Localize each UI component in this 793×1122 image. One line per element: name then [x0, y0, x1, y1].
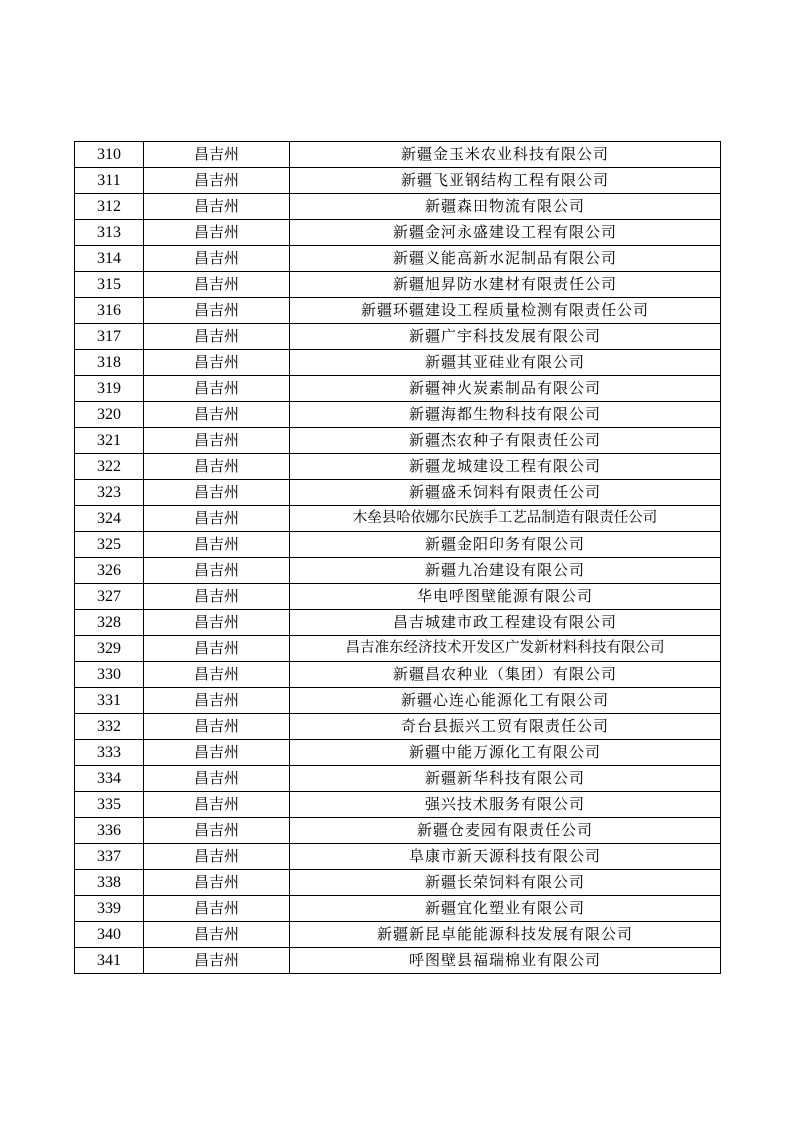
company-name-cell: 新疆杰农种子有限责任公司 — [290, 428, 721, 454]
region-cell: 昌吉州 — [144, 506, 290, 532]
company-name-cell: 新疆其亚硅业有限公司 — [290, 350, 721, 376]
row-number-cell: 326 — [75, 558, 144, 584]
row-number-cell: 335 — [75, 792, 144, 818]
table-row — [75, 194, 721, 220]
table-row — [75, 714, 721, 740]
region-cell: 昌吉州 — [144, 428, 290, 454]
region-cell: 昌吉州 — [144, 948, 290, 974]
company-name-cell: 强兴技术服务有限公司 — [290, 792, 721, 818]
company-name-cell: 新疆金阳印务有限公司 — [290, 532, 721, 558]
company-name-cell: 木垒县哈依娜尔民族手工艺品制造有限责任公司 — [290, 506, 721, 532]
table-row — [75, 324, 721, 350]
row-number-cell: 332 — [75, 714, 144, 740]
row-number-cell: 318 — [75, 350, 144, 376]
region-cell: 昌吉州 — [144, 896, 290, 922]
company-name-cell: 新疆金河永盛建设工程有限公司 — [290, 220, 721, 246]
table-row — [75, 532, 721, 558]
region-cell: 昌吉州 — [144, 584, 290, 610]
row-number-cell: 336 — [75, 818, 144, 844]
row-number-cell: 338 — [75, 870, 144, 896]
row-number-cell: 320 — [75, 402, 144, 428]
table-row — [75, 506, 721, 532]
row-number-cell: 312 — [75, 194, 144, 220]
row-number-cell: 313 — [75, 220, 144, 246]
table-row — [75, 584, 721, 610]
row-number-cell: 317 — [75, 324, 144, 350]
table-row — [75, 142, 721, 168]
company-list-table — [74, 141, 721, 974]
region-cell: 昌吉州 — [144, 220, 290, 246]
company-name-cell: 阜康市新天源科技有限公司 — [290, 844, 721, 870]
region-cell: 昌吉州 — [144, 610, 290, 636]
company-name-cell: 新疆仓麦园有限责任公司 — [290, 818, 721, 844]
row-number-cell: 311 — [75, 168, 144, 194]
row-number-cell: 333 — [75, 740, 144, 766]
region-cell: 昌吉州 — [144, 272, 290, 298]
row-number-cell: 314 — [75, 246, 144, 272]
company-name-cell: 新疆昌农种业（集团）有限公司 — [290, 662, 721, 688]
table-row — [75, 792, 721, 818]
table-row — [75, 766, 721, 792]
region-cell: 昌吉州 — [144, 142, 290, 168]
table-row — [75, 896, 721, 922]
region-cell: 昌吉州 — [144, 714, 290, 740]
row-number-cell: 322 — [75, 454, 144, 480]
table-row — [75, 870, 721, 896]
company-name-cell: 新疆森田物流有限公司 — [290, 194, 721, 220]
row-number-cell: 337 — [75, 844, 144, 870]
company-name-cell: 昌吉城建市政工程建设有限公司 — [290, 610, 721, 636]
region-cell: 昌吉州 — [144, 688, 290, 714]
company-name-cell: 新疆新华科技有限公司 — [290, 766, 721, 792]
table-row — [75, 350, 721, 376]
table-row — [75, 454, 721, 480]
company-name-cell: 新疆旭昇防水建材有限责任公司 — [290, 272, 721, 298]
row-number-cell: 331 — [75, 688, 144, 714]
table-row — [75, 480, 721, 506]
region-cell: 昌吉州 — [144, 636, 290, 662]
company-name-cell: 新疆环疆建设工程质量检测有限责任公司 — [290, 298, 721, 324]
row-number-cell: 339 — [75, 896, 144, 922]
company-name-cell: 新疆龙城建设工程有限公司 — [290, 454, 721, 480]
region-cell: 昌吉州 — [144, 792, 290, 818]
table-row — [75, 402, 721, 428]
row-number-cell: 327 — [75, 584, 144, 610]
region-cell: 昌吉州 — [144, 532, 290, 558]
region-cell: 昌吉州 — [144, 324, 290, 350]
table-row — [75, 220, 721, 246]
table-row — [75, 688, 721, 714]
region-cell: 昌吉州 — [144, 454, 290, 480]
region-cell: 昌吉州 — [144, 350, 290, 376]
company-name-cell: 新疆飞亚钢结构工程有限公司 — [290, 168, 721, 194]
region-cell: 昌吉州 — [144, 194, 290, 220]
table-row — [75, 246, 721, 272]
company-name-cell: 新疆中能万源化工有限公司 — [290, 740, 721, 766]
row-number-cell: 315 — [75, 272, 144, 298]
row-number-cell: 323 — [75, 480, 144, 506]
region-cell: 昌吉州 — [144, 870, 290, 896]
company-name-cell: 新疆义能高新水泥制品有限公司 — [290, 246, 721, 272]
region-cell: 昌吉州 — [144, 246, 290, 272]
table-row — [75, 168, 721, 194]
table-row — [75, 662, 721, 688]
row-number-cell: 319 — [75, 376, 144, 402]
company-name-cell: 新疆九冶建设有限公司 — [290, 558, 721, 584]
row-number-cell: 321 — [75, 428, 144, 454]
region-cell: 昌吉州 — [144, 844, 290, 870]
company-name-cell: 新疆心连心能源化工有限公司 — [290, 688, 721, 714]
row-number-cell: 329 — [75, 636, 144, 662]
row-number-cell: 325 — [75, 532, 144, 558]
table-row — [75, 818, 721, 844]
company-name-cell: 新疆金玉米农业科技有限公司 — [290, 142, 721, 168]
row-number-cell: 340 — [75, 922, 144, 948]
table-row — [75, 376, 721, 402]
row-number-cell: 330 — [75, 662, 144, 688]
region-cell: 昌吉州 — [144, 402, 290, 428]
table-row — [75, 922, 721, 948]
company-name-cell: 新疆神火炭素制品有限公司 — [290, 376, 721, 402]
company-name-cell: 呼图壁县福瑞棉业有限公司 — [290, 948, 721, 974]
row-number-cell: 310 — [75, 142, 144, 168]
region-cell: 昌吉州 — [144, 168, 290, 194]
company-name-cell: 新疆海都生物科技有限公司 — [290, 402, 721, 428]
region-cell: 昌吉州 — [144, 740, 290, 766]
row-number-cell: 316 — [75, 298, 144, 324]
table-row — [75, 740, 721, 766]
table-row — [75, 948, 721, 974]
table-body — [75, 142, 721, 974]
table-row — [75, 636, 721, 662]
region-cell: 昌吉州 — [144, 376, 290, 402]
company-name-cell: 新疆宜化塑业有限公司 — [290, 896, 721, 922]
company-name-cell: 奇台县振兴工贸有限责任公司 — [290, 714, 721, 740]
company-name-cell: 昌吉准东经济技术开发区广发新材料科技有限公司 — [290, 636, 721, 662]
row-number-cell: 324 — [75, 506, 144, 532]
table-row — [75, 558, 721, 584]
company-name-cell: 华电呼图壁能源有限公司 — [290, 584, 721, 610]
table-row — [75, 428, 721, 454]
row-number-cell: 328 — [75, 610, 144, 636]
company-name-cell: 新疆新昆卓能能源科技发展有限公司 — [290, 922, 721, 948]
table-row — [75, 610, 721, 636]
region-cell: 昌吉州 — [144, 818, 290, 844]
table-row — [75, 272, 721, 298]
table-row — [75, 844, 721, 870]
region-cell: 昌吉州 — [144, 298, 290, 324]
region-cell: 昌吉州 — [144, 766, 290, 792]
region-cell: 昌吉州 — [144, 480, 290, 506]
company-name-cell: 新疆广宇科技发展有限公司 — [290, 324, 721, 350]
region-cell: 昌吉州 — [144, 558, 290, 584]
region-cell: 昌吉州 — [144, 662, 290, 688]
row-number-cell: 341 — [75, 948, 144, 974]
table-row — [75, 298, 721, 324]
company-name-cell: 新疆长荣饲料有限公司 — [290, 870, 721, 896]
region-cell: 昌吉州 — [144, 922, 290, 948]
company-name-cell: 新疆盛禾饲料有限责任公司 — [290, 480, 721, 506]
row-number-cell: 334 — [75, 766, 144, 792]
